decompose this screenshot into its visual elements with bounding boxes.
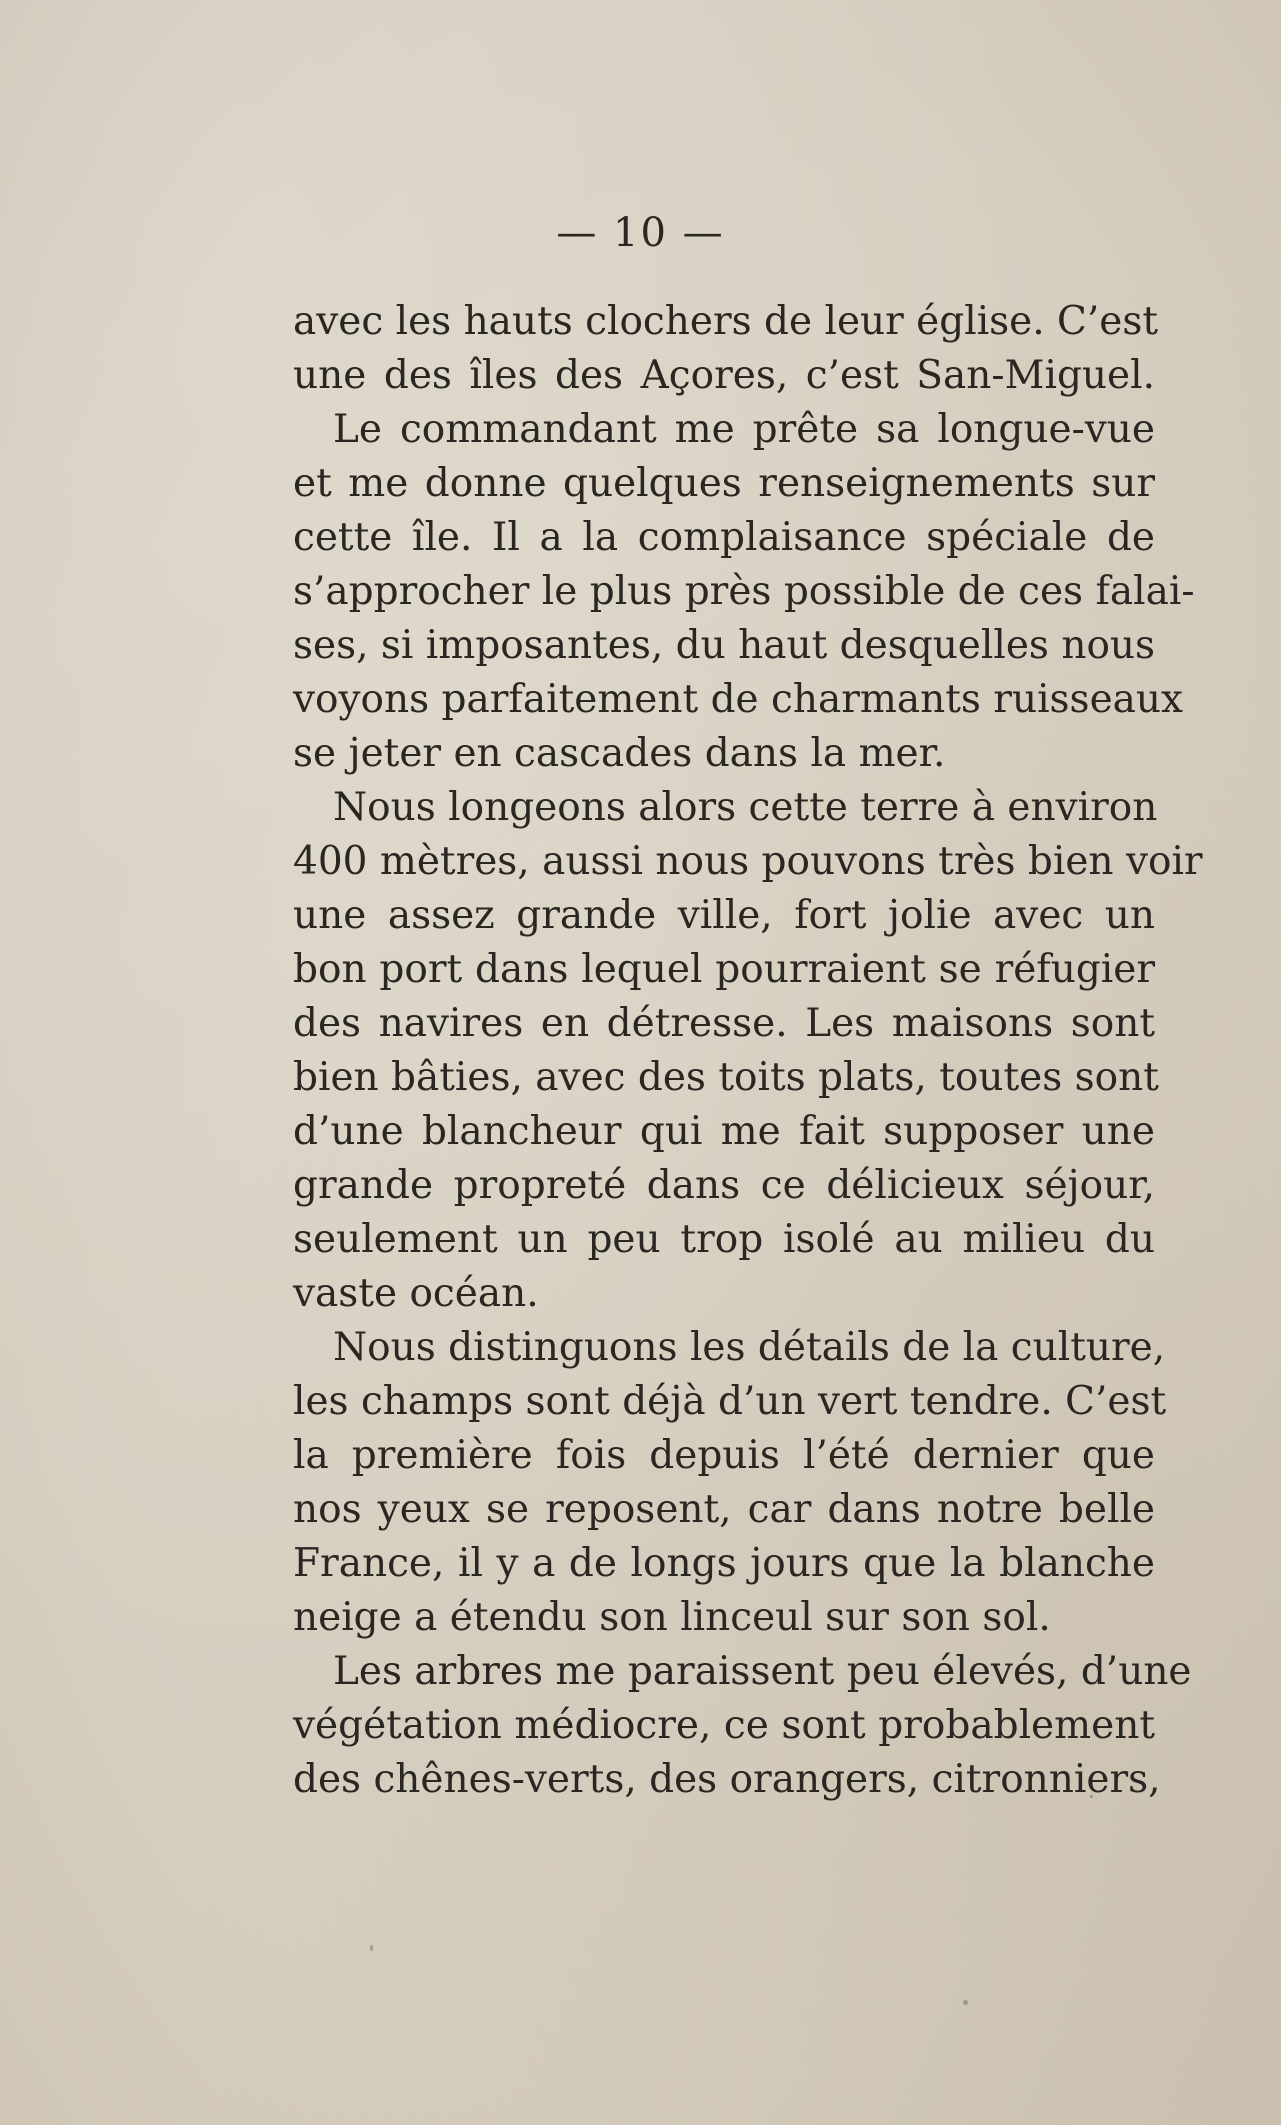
text-line: 400 mètres, aussi nous pouvons très bien voir: [293, 839, 1203, 884]
text-line: neige a étendu son linceul sur son sol.: [293, 1595, 1051, 1640]
text-line: France, il y a de longs jours que la blanche: [293, 1541, 1155, 1586]
text-line: se jeter en cascades dans la mer.: [293, 731, 946, 776]
text-line: végétation médiocre, ce sont probablement: [293, 1703, 1155, 1748]
text-line: s’approcher le plus près possible de ces falai-: [293, 569, 1195, 614]
paper-speck: [963, 2000, 968, 2005]
text-line: vaste océan.: [293, 1271, 539, 1316]
text-line: des navires en détresse. Les maisons sont: [293, 1001, 1155, 1046]
text-line: ses, si imposantes, du haut desquelles nous: [293, 623, 1156, 668]
text-line: voyons parfaitement de charmants ruisseaux: [293, 677, 1184, 722]
text-line: bien bâties, avec des toits plats, toutes sont: [293, 1055, 1159, 1100]
page-number: — 10 —: [556, 210, 725, 256]
paper-speck: [1090, 1795, 1093, 1798]
text-line: d’une blancheur qui me fait supposer une: [293, 1109, 1155, 1154]
text-line: Le commandant me prête sa longue-vue: [333, 407, 1155, 452]
paper-speck: [370, 1945, 373, 1951]
text-line: Nous longeons alors cette terre à environ: [333, 785, 1158, 830]
text-line: une des îles des Açores, c’est San-Miguel.: [293, 353, 1155, 398]
text-line: seulement un peu trop isolé au milieu du: [293, 1217, 1155, 1262]
text-line: et me donne quelques renseignements sur: [293, 461, 1155, 506]
text-line: grande propreté dans ce délicieux séjour,: [293, 1163, 1155, 1208]
body-text: [293, 295, 1203, 1807]
text-line: nos yeux se reposent, car dans notre belle: [293, 1487, 1155, 1532]
text-line: les champs sont déjà d’un vert tendre. C’est: [293, 1379, 1167, 1424]
text-line: des chênes-verts, des orangers, citronniers,: [293, 1757, 1161, 1802]
text-line: une assez grande ville, fort jolie avec un: [293, 893, 1155, 938]
text-line: avec les hauts clochers de leur église. C’est: [293, 299, 1159, 344]
text-line: bon port dans lequel pourraient se réfugier: [293, 947, 1155, 992]
text-line: cette île. Il a la complaisance spéciale de: [293, 515, 1155, 560]
text-line: Les arbres me paraissent peu élevés, d’une: [333, 1649, 1192, 1694]
text-line: la première fois depuis l’été dernier que: [293, 1433, 1155, 1478]
text-line: Nous distinguons les détails de la culture,: [333, 1325, 1166, 1370]
